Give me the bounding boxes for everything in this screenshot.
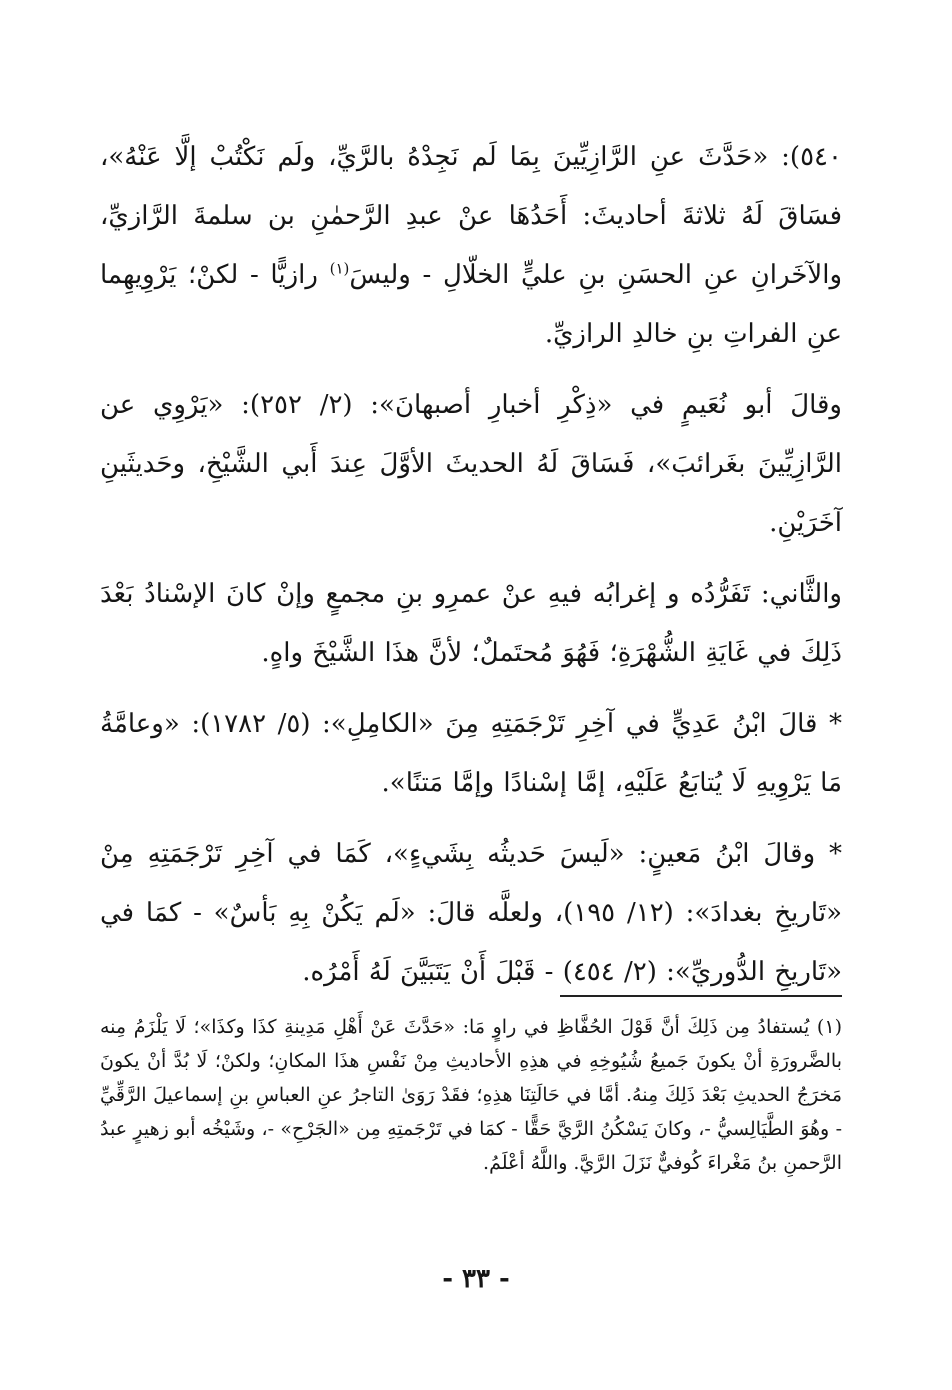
paragraph-2: وقالَ أبو نُعَيمٍ في «ذِكْرِ أخبارِ أصبهانَ»: (٢/ ٢٥٢): «يَرْوِي عن الرَّازِيِّينَ بغَرائبَ»، فَسَاقَ لَهُ الحديثَ الأوَّلَ عِندَ أَبي الشَّيْخِ، وحَديثَينِ آخَرَيْنِ.	[100, 390, 842, 538]
paragraph-3: والثَّاني: تَفَرُّدُه و إغرابُه فيهِ عنْ عمرِو بنِ مجمعٍ وإنْ كانَ الإسْنادُ بَعْدَ ذَلِكَ في غَايَةِ الشُّهْرَةِ؛ فَهُوَ مُحتَملٌ؛ لأنَّ هذَا الشَّيْخَ واهٍ.	[100, 579, 842, 668]
paragraph-1-text: ٥٤٠): «حَدَّثَ عنِ الرَّازِيِّينَ بِمَا لَم نَجِدْهُ بالرَّيِّ، ولَم نَكْتُبْ إلَّا عَنْهُ»، فسَاقَ لَهُ ثلاثةَ أحاديثَ: أَحَدُهَا عنْ عبدِ الرَّحمٰنِ بن سلمةَ الرَّازيِّ، والآخَرانِ عنِ الحسَنِ بنِ عليٍّ الخلّالِ - وليسَ	[100, 142, 842, 290]
footnote-separator	[560, 995, 842, 997]
footnote: (١) يُستفادُ مِن ذَلِكَ أنَّ قَوْلَ الحُفَّاظِ في راوٍ مَا: «حَدَّثَ عَنْ أَهْلِ مَدِينةِ كذَا وكذَا»؛ لَا يَلْزَمُ مِنه بالضَّرورَةِ أنْ يكونَ جَميعُ شُيُوخِهِ في هذِهِ الأحاديثِ مِنْ نَفْسِ هذَا المكانِ؛ ولكنْ؛ لَا بُدَّ أنْ يكونَ مَخرَجُ الحديثِ بَعْدَ ذَلِكَ مِنهُ. أمَّا في حَالَتِنَا هذِهِ؛ فقَدْ رَوَىٰ التاجرُ عنِ العباسِ بنِ إسماعيلَ الرَّقِّيِّ - وهُوَ الطَّيَالِسيُّ -، وكانَ يَسْكُنُ الرَّيَّ حَقًّا - كمَا في تَرْجَمتِهِ مِن «الجَرْحِ» -، وشَيْخُه أبو زهيرٍ عبدُ الرَّحمنِ بنُ مَغْراءَ كُوفيٌّ نَزَلَ الرَّيَّ. واللَّهُ أعْلَمُ.	[100, 1016, 842, 1174]
main-text	[100, 128, 842, 1014]
paragraph-5: * وقالَ ابْنُ مَعينٍ: «لَيسَ حَديثُه بِشَيءٍ»، كَمَا في آخِرِ تَرْجَمَتِهِ مِنْ «تَاريخِ بغدادَ»: (١٢/ ١٩٥)، ولعلَّه قالَ: «لَم يَكُنْ بِهِ بَأسٌ» - كمَا في «تَاريخِ الدُّوريِّ»: (٢/ ٤٥٤) - قَبْلَ أَنْ يَتَبَيَّنَ لَهُ أَمْرُه.	[100, 839, 842, 987]
footnote-reference[interactable]: (١)	[329, 259, 350, 278]
paragraph-1	[100, 128, 842, 364]
paragraph-4: * قالَ ابْنُ عَدِيٍّ في آخِرِ تَرْجَمَتِهِ مِنَ «الكامِلِ»: (٥/ ١٧٨٢): «وعامَّةُ مَا يَرْوِيهِ لَا يُتابَعُ عَلَيْهِ، إمَّا إسْنادًا وإمَّا مَتنًا».	[100, 709, 842, 798]
page-number: - ٣٣ -	[442, 1264, 510, 1294]
paragraph-1-tail: رازيًّا - لكنْ؛ يَرْوِيهِما عنِ الفراتِ بنِ خالدِ الرازيِّ.	[100, 260, 842, 349]
